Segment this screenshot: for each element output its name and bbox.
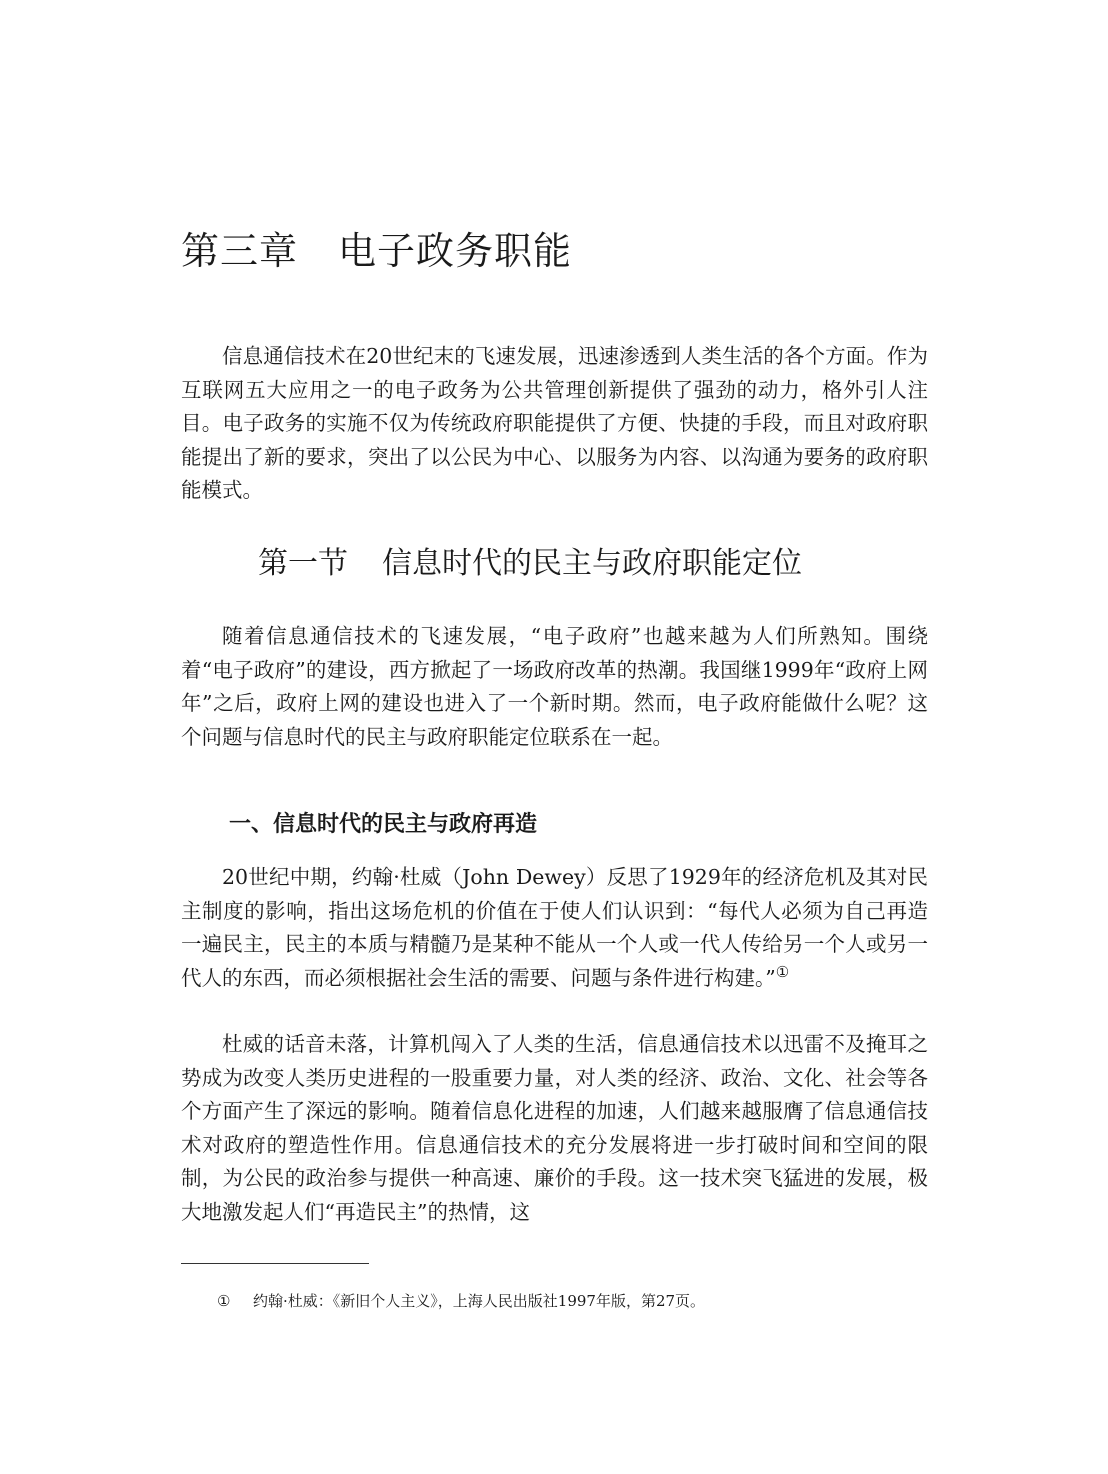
intro-paragraph: 信息通信技术在20世纪末的飞速发展，迅速渗透到人类生活的各个方面。作为互联网五大应用之一的电子政务为公共管理创新提供了强劲的动力，格外引人注目。电子政务的实施不仅为传统政府职能提供了方便、快捷的手段，而且对政府职能提出了新的要求，突出了以公民为中心、以服务为内容、以沟通为要务的政府职能模式。 [181,344,928,502]
section-title [258,542,802,586]
dewey-paragraph [181,861,928,995]
chapter-name: 电子政务职能 [338,229,573,273]
chapter-title [181,226,572,276]
section-intro-paragraph: 随着信息通信技术的飞速发展，“电子政府”也越来越为人们所熟知。围绕着“电子政府”的建设，西方掀起了一场政府改革的热潮。我国继1999年“政府上网年”之后，政府上网的建设也进入了一个新时期。然而，电子政府能做什么呢？这个问题与信息时代的民主与政府职能定位联系在一起。 [181,624,928,749]
section-name: 信息时代的民主与政府职能定位 [382,546,802,581]
subsection-title: 一、信息时代的民主与政府再造 [229,812,538,837]
footnote-text: 约翰·杜威：《新旧个人主义》，上海人民出版社1997年版，第27页。 [253,1292,706,1310]
footnote [217,1290,705,1312]
computer-paragraph: 杜威的话音未落，计算机闯入了人类的生活，信息通信技术以迅雷不及掩耳之势成为改变人类历史进程的一股重要力量，对人类的经济、政治、文化、社会等各个方面产生了深远的影响。随着信息化进程的加速，人们越来越服膺了信息通信技术对政府的塑造性作用。信息通信技术的充分发展将进一步打破时间和空间的限制，为公民的政治参与提供一种高速、廉价的手段。这一技术突飞猛进的发展，极大地激发起人们“再造民主”的热情，这 [181,1032,928,1224]
section-number: 第一节 [258,546,348,581]
footnote-divider [181,1263,369,1264]
footnote-number: ① [217,1292,231,1310]
chapter-number: 第三章 [181,229,299,273]
footnote-reference[interactable]: ① [775,962,790,981]
dewey-paragraph-text: 20世纪中期，约翰·杜威（John Dewey）反思了1929年的经济危机及其对民主制度的影响，指出这场危机的价值在于使人们认识到：“每代人必须为自己再造一遍民主，民主的本质与精髓乃是某种不能从一个人或一代人传给另一个人或另一代人的东西，而必须根据社会生活的需要、问题与条件进行构建。” [181,865,928,990]
